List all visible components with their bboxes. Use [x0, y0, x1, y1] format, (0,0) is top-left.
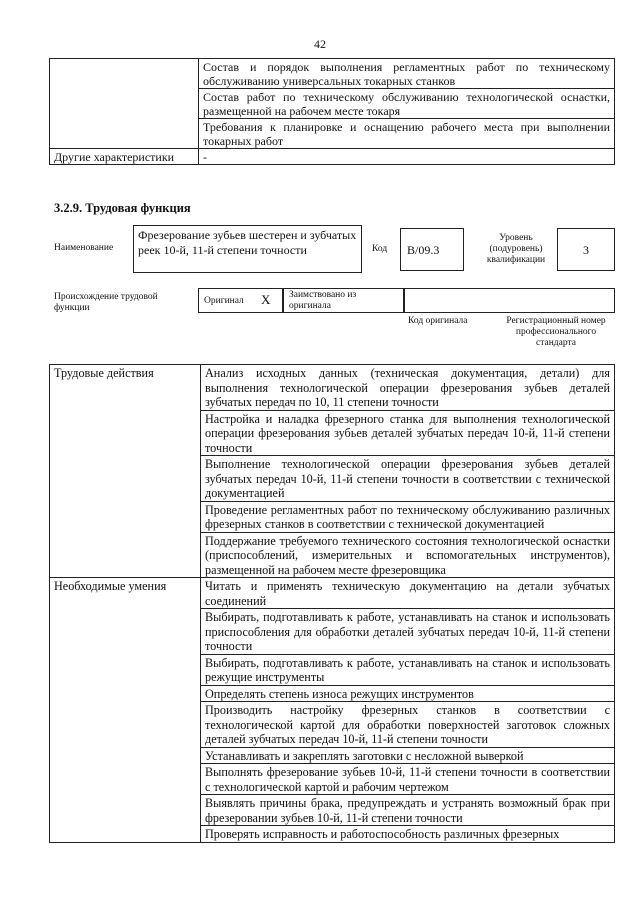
labor-function-table	[49, 364, 615, 843]
skill-item: Проверять исправность и работоспособность различных фрезерных	[201, 826, 615, 843]
code-box: В/09.3	[400, 228, 464, 271]
borrowed-label: Заимствовано из оригинала	[289, 290, 357, 311]
labor-action-item: Проведение регламентных работ по техническому обслуживанию различных фрезерных станков в соответствии с технической документацией	[201, 501, 615, 532]
other-characteristics-label: Другие характеристики	[50, 149, 199, 165]
origin-label: Происхождение трудовой функции	[54, 292, 158, 313]
reg-number-label: Регистрационный номер профессионального стандарта	[506, 316, 606, 348]
level-box: 3	[557, 228, 615, 271]
table-cell: Состав работ по техническому обслуживанию технологической оснастки, размещенной на рабочем месте токаря	[199, 89, 615, 119]
table-row	[50, 59, 615, 89]
name-label: Наименование	[54, 243, 114, 253]
skill-item: Читать и применять техническую документацию на детали зубчатых соединений	[201, 578, 615, 609]
skill-item: Выбирать, подготавливать к работе, устанавливать на станок и использовать режущие инструменты	[201, 654, 615, 685]
requirements-table-continued	[49, 58, 615, 165]
section-title: 3.2.9. Трудовая функция	[54, 201, 191, 215]
other-characteristics-value: -	[199, 149, 615, 165]
skill-item: Выполнять фрезерование зубьев 10-й, 11-й степени точности в соответствии с технологической картой и рабочим чертежом	[201, 764, 615, 795]
table-row	[50, 578, 615, 609]
table-row	[50, 365, 615, 411]
page-number: 42	[314, 37, 326, 51]
skill-item: Определять степень износа режущих инструментов	[201, 685, 615, 702]
skill-item: Производить настройку фрезерных станков в соответствии с технологической картой для обработки поверхностей заготовок сложных деталей зубчатых передач 10-й, 11-й степени точности	[201, 702, 615, 748]
labor-action-item: Поддержание требуемого технического состояния технологической оснастки (приспособлений, измерительных и вспомогательных инструментов), размещенной на рабочем месте фрезеровщика	[201, 532, 615, 578]
empty-label-cell	[50, 59, 199, 149]
origin-code-box	[404, 288, 615, 313]
level-label: Уровень (подуровень) квалификации	[486, 233, 546, 265]
table-cell: Требования к планировке и оснащению рабочего места при выполнении токарных работ	[199, 119, 615, 149]
table-row	[50, 149, 615, 165]
labor-action-item: Выполнение технологической операции фрезерования зубьев деталей зубчатых передач 10-й, 11-й степени точности в соответствии с технической документацией	[201, 456, 615, 502]
skill-item: Выявлять причины брака, предупреждать и устранять возможный брак при фрезеровании зубьев 10-й, 11-й степени точности	[201, 795, 615, 826]
skills-label: Необходимые умения	[50, 578, 201, 843]
code-label: Код	[372, 244, 388, 254]
original-label: Оригинал	[204, 296, 244, 306]
original-mark: X	[261, 292, 271, 307]
skill-item: Устанавливать и закреплять заготовки с несложной выверкой	[201, 747, 615, 764]
labor-action-item: Настройка и наладка фрезерного станка для выполнения технологической операции фрезерования зубьев деталей зубчатых передач 10-й, 11-й степени точности	[201, 410, 615, 456]
labor-actions-label: Трудовые действия	[50, 365, 201, 578]
code-original-label: Код оригинала	[408, 316, 468, 326]
skill-item: Выбирать, подготавливать к работе, устанавливать на станок и использовать приспособления для обработки деталей зубчатых передач 10-й, 11-й степени точности	[201, 609, 615, 655]
table-cell: Состав и порядок выполнения регламентных работ по техническому обслуживанию универсальных токарных станков	[199, 59, 615, 89]
labor-action-item: Анализ исходных данных (техническая документация, детали) для выполнения технологической операции фрезерования зубьев деталей зубчатых передач по 10, 11 степени точности	[201, 365, 615, 411]
function-name-box: Фрезерование зубьев шестерен и зубчатых реек 10-й, 11-й степени точности	[133, 225, 362, 273]
